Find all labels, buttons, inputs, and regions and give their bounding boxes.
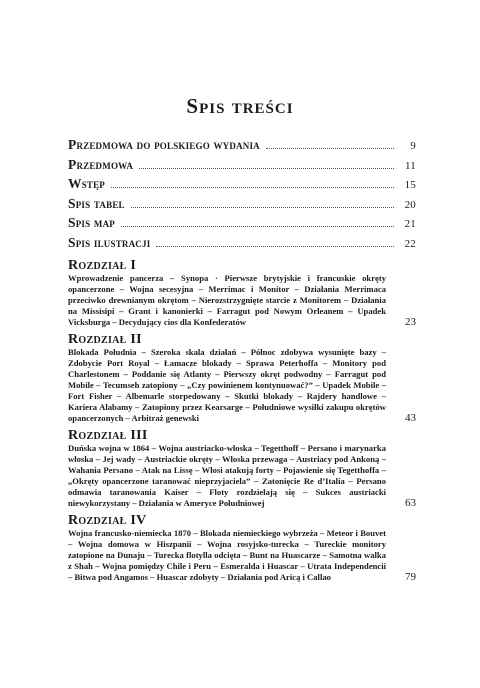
chapter-section[interactable] <box>68 513 416 583</box>
toc-entry[interactable] <box>68 137 416 157</box>
leader-dots <box>266 148 394 149</box>
leader-dots <box>139 168 394 169</box>
toc-entry-label: Przedmowa <box>68 156 134 172</box>
toc-entry-page: 15 <box>404 179 416 191</box>
toc-entry-label: Przedmowa do polskiego wydania <box>68 137 260 152</box>
leader-dots <box>111 187 394 188</box>
chapter-summary: Blokada Południa – Szeroka skala działań – Północ zdobywa wysunięte bazy – Zdobycie Port Royal – Łamacze blokady – Sprawa Peterhoffa – Monitory pod Charlestonem – Poddanie się Atlanty – Pierwszy okręt podwodny – Farragut pod Mobile – Tecumseh zatopiony – „Czy powinienem kontynuować?” – Upadek Mobile – Fort Fisher – Albemarle storpedowany – Skutki blokady – Rajdery handlowe – Kariera Alabamy – Zatopiony przez Kearsarge – Południowe wysiłki zakupu okrętów opancerzonych – Arbitraż genewski <box>68 347 386 423</box>
chapter-summary: Wojna francusko-niemiecka 1870 – Blokada niemieckiego wybrzeża – Meteor i Bouvet – Wojna domowa w Hiszpanii – Wojna rosyjsko-turecka – Tureckie monitory zatopione na Dunaju – Turecka flotylla odcięta – Bunt na Huascarze – Samotna walka z Shah – Wojna pomiędzy Chile i Peru – Esmeralda i Huascar – Utrata Independencii – Bitwa pod Angamos – Huascar zdobyty – Działania pod Aricą i Callao <box>68 528 386 582</box>
toc-entry[interactable] <box>68 196 416 216</box>
toc-entries <box>68 137 416 583</box>
toc-entry[interactable] <box>68 215 416 235</box>
chapter-title: Rozdział III <box>68 428 148 443</box>
toc-entry[interactable] <box>68 157 416 177</box>
chapter-summary: Duńska wojna w 1864 – Wojna austriacko-włoska – Tegetthoff – Persano i marynarka włoska – Jej wady – Austriackie okręty – Włoska przewaga – Austriacy pod Ankoną – Wahania Persano – Atak na Lissę – Włosi atakują forty – Pojawienie się Tegetthoffa – „Okręty opancerzone taranować nieprzyjaciela” – Zatonięcie Re d’Italia – Persano odmawia taranowania Kaiser – Floty rozdzielają się – Sukces austriacki niewykorzystany – Działania w Ameryce Południowej <box>68 443 386 508</box>
toc-entry-page: 20 <box>404 198 416 211</box>
chapter-page: 63 <box>405 497 416 509</box>
leader-dots <box>131 207 394 208</box>
chapter-page: 23 <box>405 316 416 328</box>
leader-dots <box>156 246 394 247</box>
chapter-title: Rozdział IV <box>68 513 147 528</box>
chapter-section[interactable] <box>68 332 416 424</box>
chapter-title: Rozdział II <box>68 332 142 347</box>
toc-entry-page: 21 <box>404 218 416 230</box>
toc-entry-label: Spis tabel <box>68 195 125 211</box>
chapter-section[interactable] <box>68 258 416 328</box>
toc-entry-label: Spis ilustracji <box>68 234 151 250</box>
toc-entry-page: 9 <box>410 140 416 152</box>
chapter-section[interactable] <box>68 428 416 509</box>
chapter-page: 43 <box>405 412 416 424</box>
chapter-summary: Wprowadzenie pancerza – Synopa · Pierwsze brytyjskie i francuskie okręty opancerzone – Wojna secesyjna – Merrimac i Monitor – Działania Merrimaca przeciwko drewnianym okrętom – Nierozstrzygnięte starcie z Monitorem – Działania na Missisipi – Grant i kanonierki – Farragut pod Nowym Orleanem – Upadek Vicksburga – Decydujący cios dla Konfederatów <box>68 273 386 327</box>
chapter-page: 79 <box>405 571 416 583</box>
toc-entry-page: 11 <box>405 159 416 172</box>
toc-entry-page: 22 <box>404 237 416 250</box>
toc-entry-label: Spis map <box>68 215 115 230</box>
toc-entry[interactable] <box>68 235 416 255</box>
toc-entry-label: Wstęp <box>68 176 106 191</box>
page-title: Spis treści <box>186 94 294 118</box>
leader-dots <box>121 226 394 227</box>
chapter-title: Rozdział I <box>68 258 137 273</box>
toc-entry[interactable] <box>68 176 416 196</box>
